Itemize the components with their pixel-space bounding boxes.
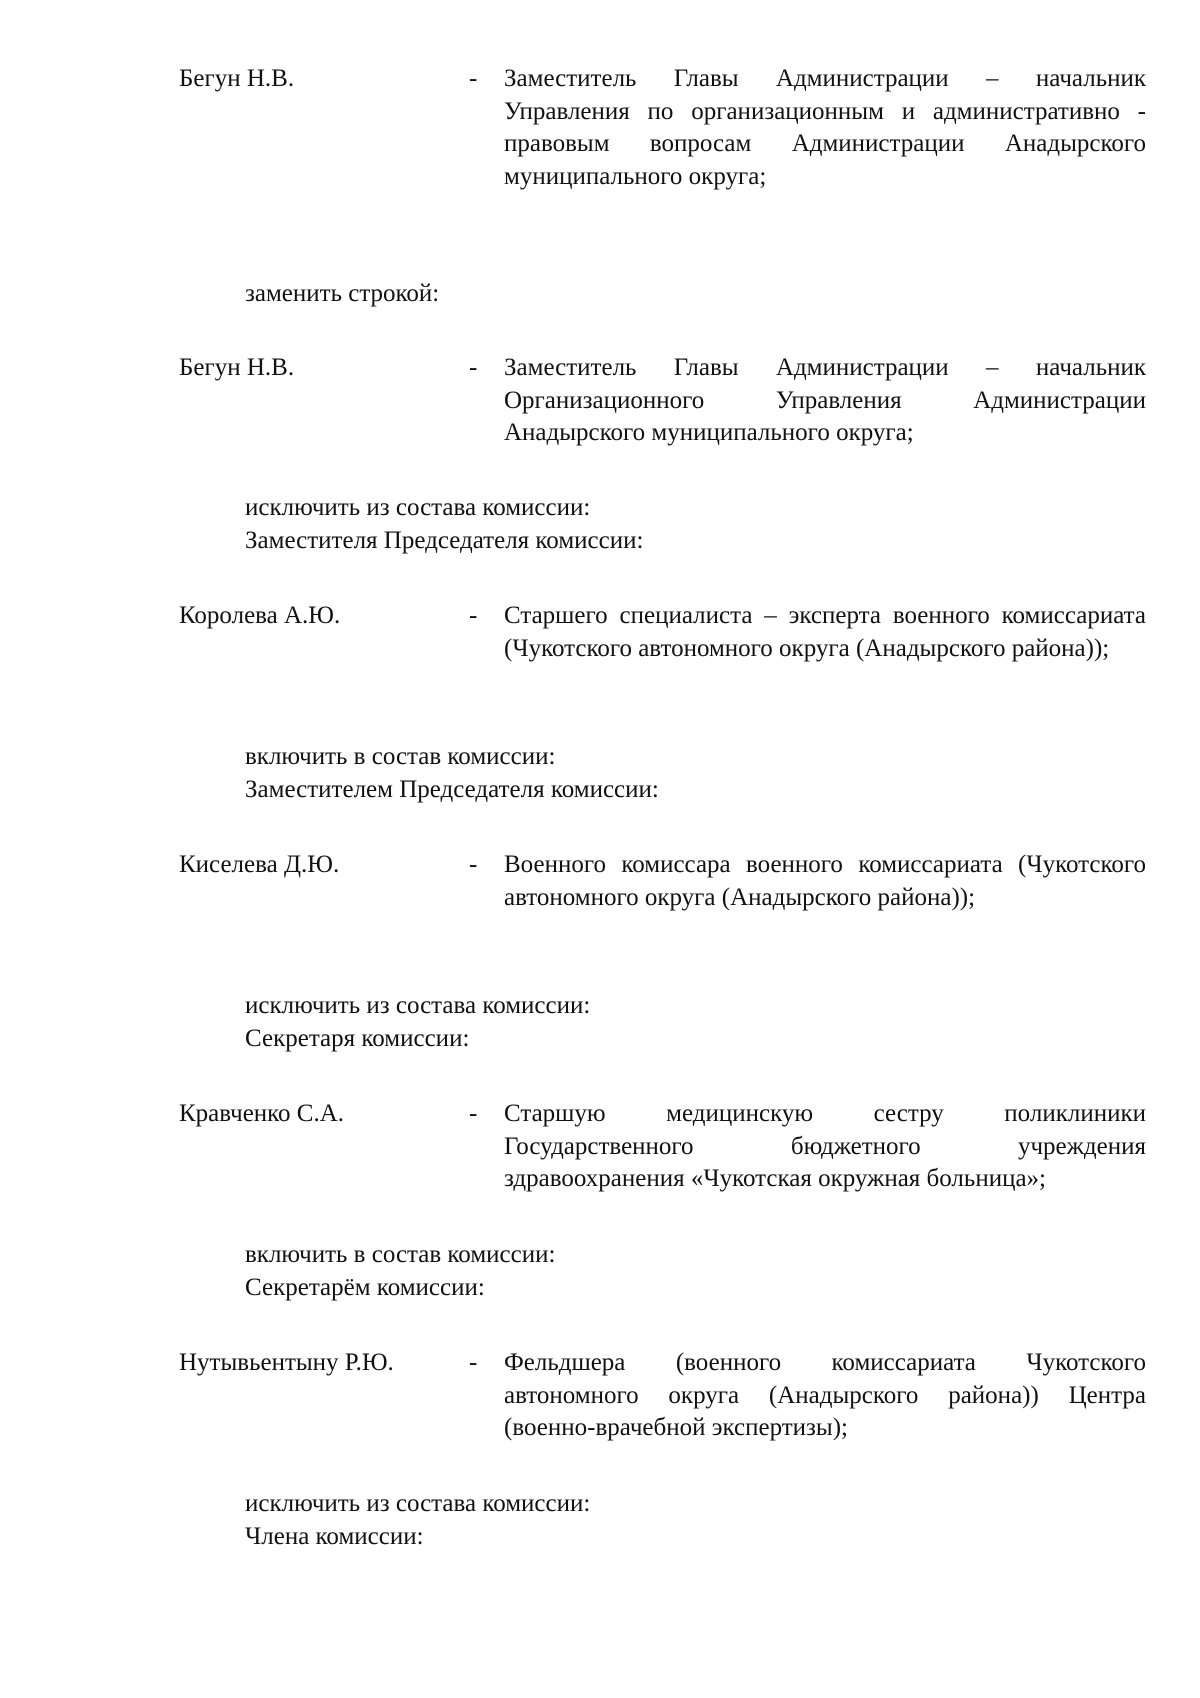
member-position: Старшую медицинскую сестру поликлиники Государственного бюджетного учреждения здравоохранения «Чукотская окружная больница»; (504, 1100, 1146, 1192)
instruction-line: исключить из состава комиссии: (245, 1490, 591, 1517)
entry-dash: - (469, 354, 478, 381)
instruction-paragraph (245, 990, 1145, 1055)
member-name: Бегун Н.В. (179, 65, 295, 92)
instruction-paragraph (245, 741, 1145, 806)
instruction-role: Секретаря комиссии: (245, 1024, 470, 1052)
member-name: Королева А.Ю. (179, 602, 341, 629)
member-position: Фельдшера (военного комиссариата Чукотского автономного округа (Анадырского района)) Центра (военно-врачебной экспертизы); (504, 1349, 1146, 1441)
member-position: Старшего специалиста – эксперта военного комиссариата (Чукотского автономного округа (Анадырского района)); (504, 602, 1146, 662)
instruction-role: Секретарём комиссии: (245, 1273, 485, 1301)
instruction-paragraph (245, 492, 1145, 557)
instruction-paragraph (245, 278, 1145, 311)
entry-dash: - (469, 65, 478, 92)
member-name: Кравченко С.А. (179, 1100, 345, 1127)
instruction-line: включить в состав комиссии: (245, 743, 556, 770)
member-position: Военного комиссара военного комиссариата (Чукотского автономного округа (Анадырского района)); (504, 851, 1146, 911)
entry-dash: - (469, 1100, 478, 1127)
member-position: Заместитель Главы Администрации – начальник Управления по организационным и административно - правовым вопросам Администрации Анадырского муниципального округа; (504, 65, 1146, 190)
instruction-role: Заместителя Председателя комиссии: (245, 526, 644, 554)
member-name: Нутывьентыну Р.Ю. (179, 1349, 394, 1376)
instruction-role: Заместителем Председателя комиссии: (245, 775, 659, 803)
entry-dash: - (469, 602, 478, 629)
member-name: Бегун Н.В. (179, 354, 295, 381)
entry-dash: - (469, 851, 478, 878)
member-position: Заместитель Главы Администрации – начальник Организационного Управления Администрации Анадырского муниципального округа; (504, 354, 1146, 446)
instruction-line: включить в состав комиссии: (245, 1241, 556, 1268)
instruction-paragraph (245, 1488, 1145, 1553)
instruction-line: исключить из состава комиссии: (245, 494, 591, 521)
instruction-line: заменить строкой: (245, 280, 440, 307)
instruction-paragraph (245, 1239, 1145, 1304)
member-name: Киселева Д.Ю. (179, 851, 340, 878)
instruction-line: исключить из состава комиссии: (245, 992, 591, 1019)
entry-dash: - (469, 1349, 478, 1376)
instruction-role: Члена комиссии: (245, 1522, 424, 1550)
